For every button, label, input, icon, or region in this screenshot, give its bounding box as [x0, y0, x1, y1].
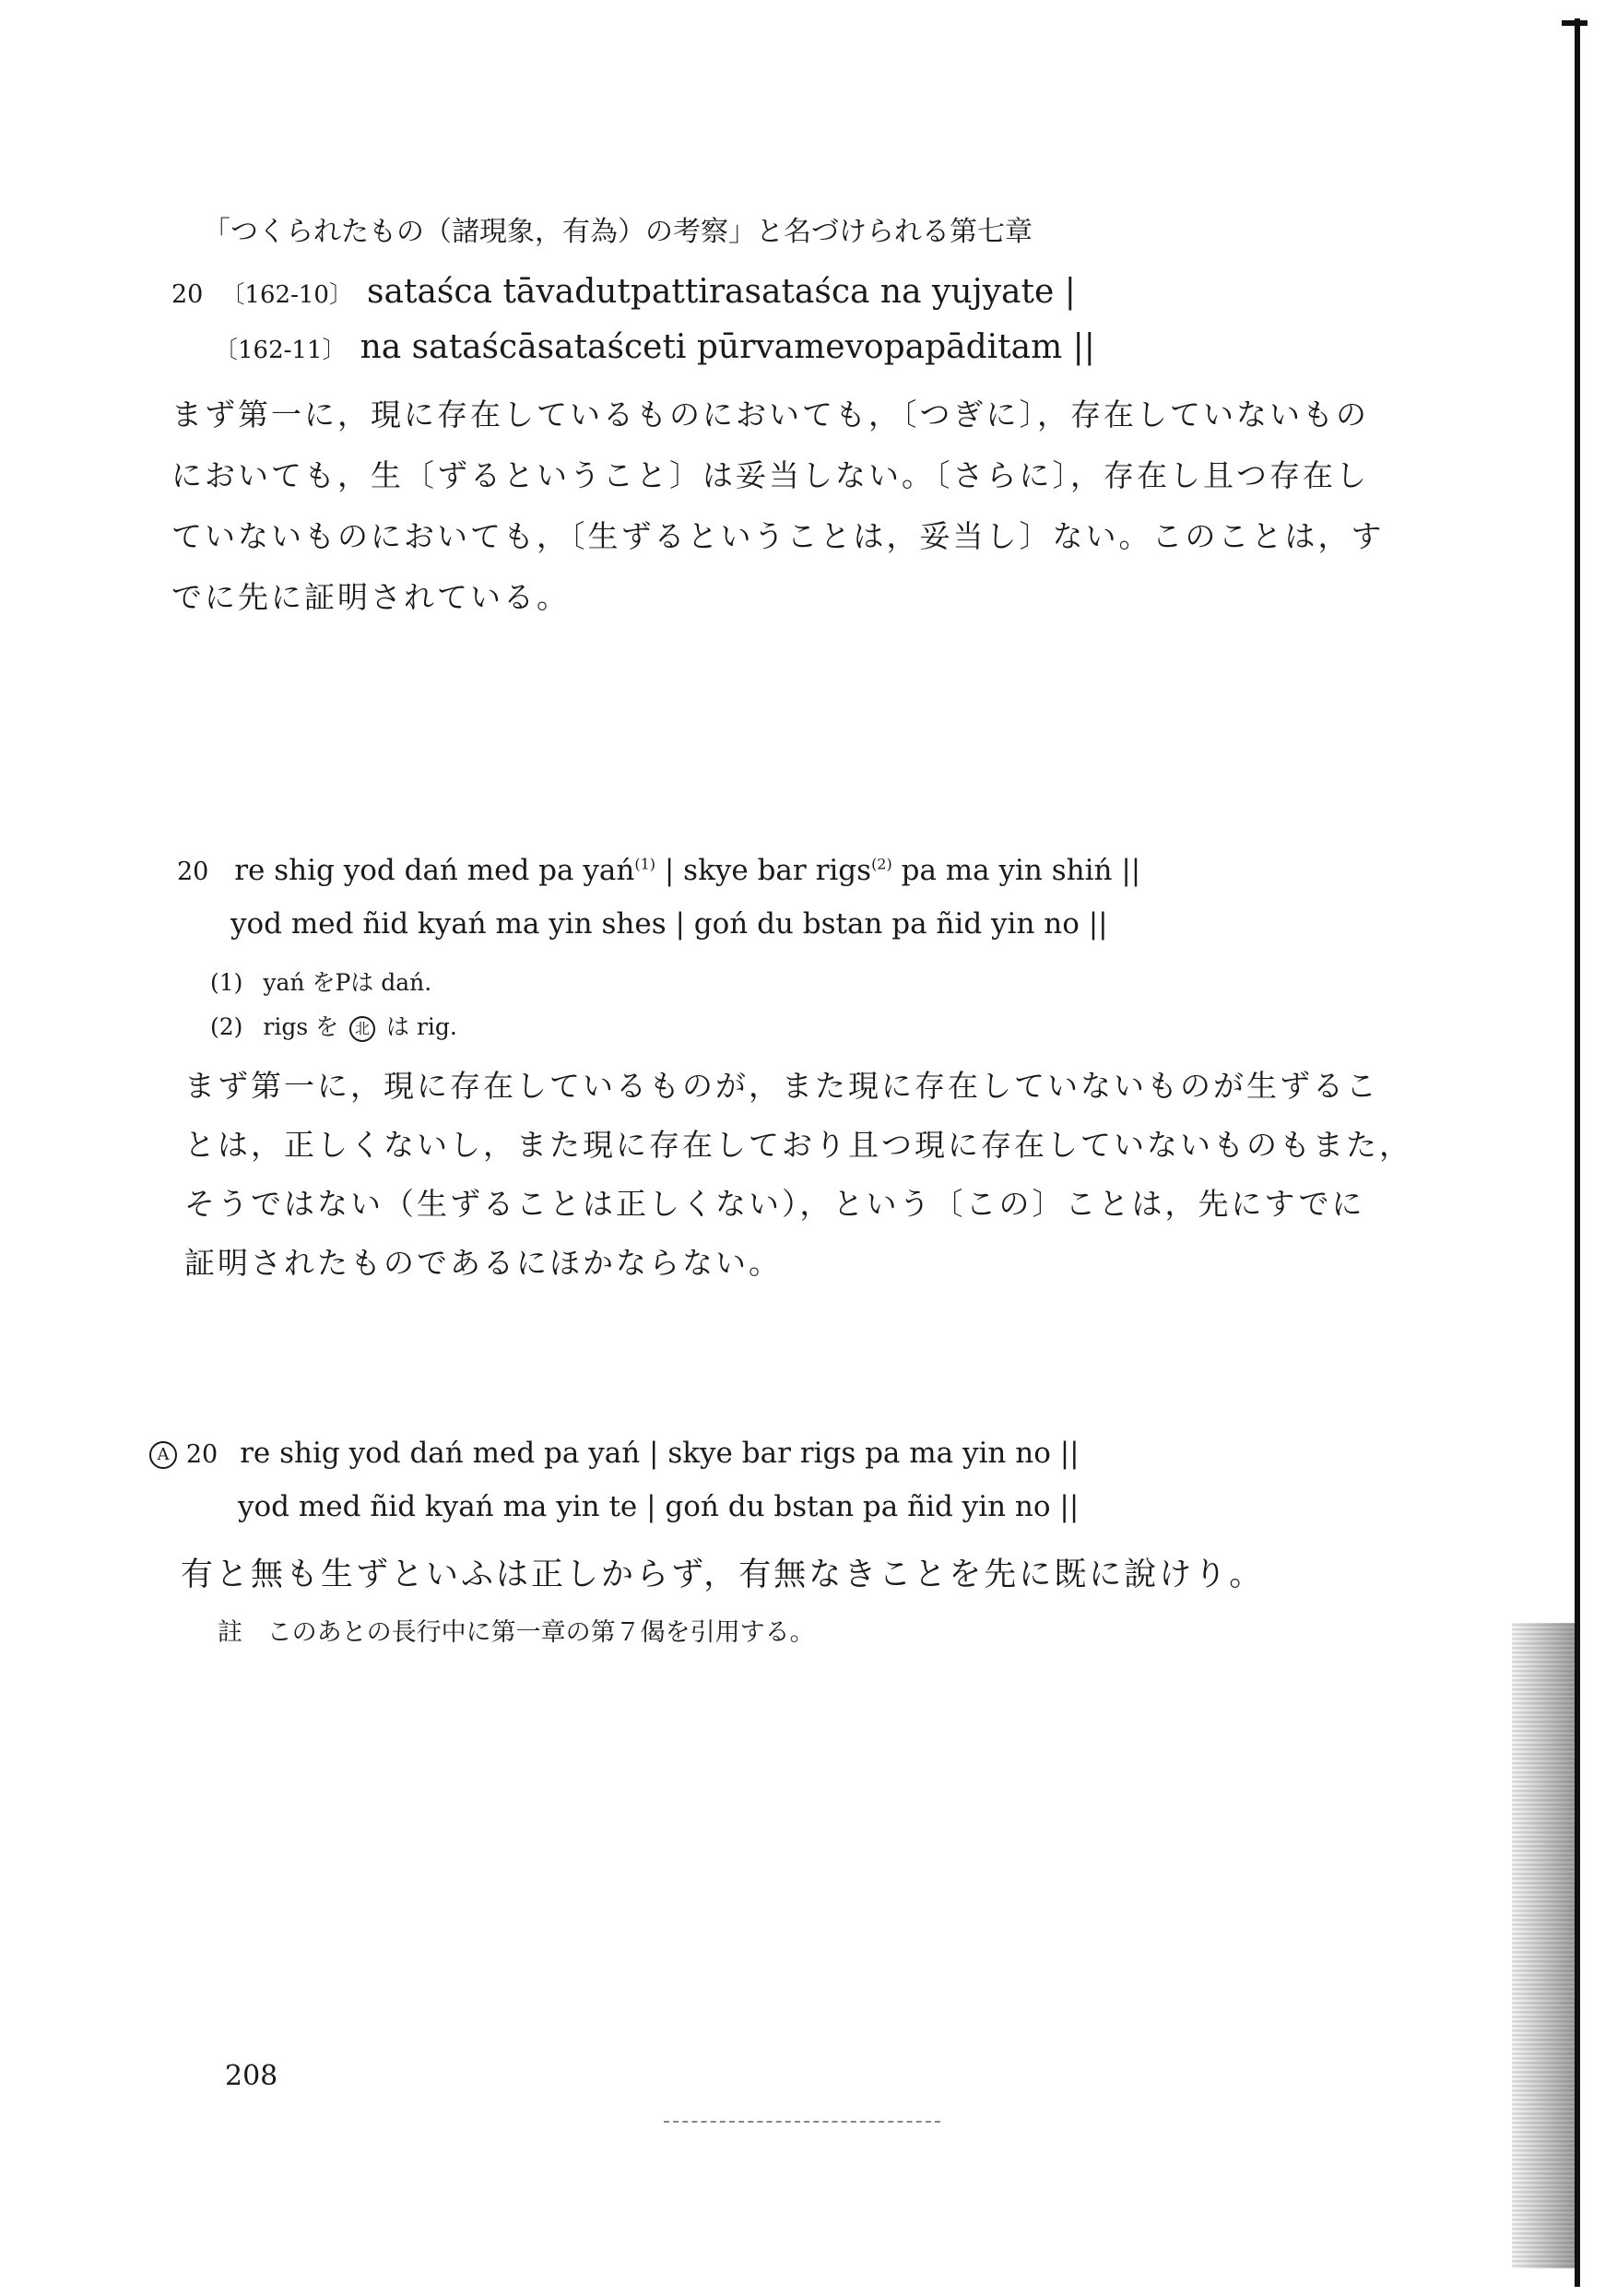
variant-verse-number: 20 — [185, 1440, 218, 1469]
sanskrit-line-2 — [214, 328, 1095, 366]
tibetan-line-2: yod med ñid kyań ma yin shes | goń du bstan pa ñid yin no || — [230, 907, 1108, 941]
footnote-mark-2: (2) — [871, 855, 892, 873]
verse-number: 20 — [171, 280, 204, 309]
translation-1-line-1: まず第一に，現に存在しているものにおいても，〔つぎに〕，存在していないもの — [171, 396, 1369, 432]
translation-3: 有と無も生ずといふは正しからず，有無なきことを先に既に說けり。 — [181, 1556, 1265, 1593]
footnote-text: このあとの長行中に第一章の第７偈を引用する。 — [266, 1618, 815, 1647]
note-text: rigs を — [263, 1013, 339, 1040]
translation-1-line-2: においても，生〔ずるということ〕は妥当しない。〔さらに〕，存在し且つ存在し — [171, 457, 1369, 493]
tibetan-note-2 — [210, 1009, 457, 1042]
note-text: yań をPは dań. — [263, 969, 432, 996]
variant-text-1: re shig yod dań med pa yań | skye bar rigs pa ma yin no || — [240, 1437, 1080, 1470]
variant-mark: A — [149, 1441, 177, 1469]
tibetan-line-1 — [177, 854, 1140, 887]
binding-edge-cap — [1562, 20, 1587, 26]
translation-1-line-3: ていないものにおいても，〔生ずるということは，妥当し〕ない。このことは，す — [171, 518, 1385, 554]
translation-2-line-3: そうではない（生ずることは正しくない），という〔この〕ことは，先にすでに — [184, 1186, 1365, 1222]
tibetan-text-1b: | skye bar rigs — [664, 854, 872, 887]
variant-line-1 — [149, 1437, 1080, 1470]
page-number: 208 — [225, 2060, 278, 2092]
sanskrit-text-1: sataśca tāvadutpattirasataśca na yujyate | — [367, 273, 1076, 311]
sanskrit-text-2: na sataścāsataśceti pūrvamevopapāditam || — [360, 328, 1095, 366]
sanskrit-ref-1: 〔162-10〕 — [220, 281, 353, 309]
translation-2-line-4: 証明されたものであるにほかならない。 — [184, 1245, 782, 1281]
tibetan-verse-number: 20 — [177, 858, 209, 886]
chapter-heading: 「つくられたもの（諸現象，有為）の考察」と名づけられる第七章 — [203, 216, 1033, 248]
footnote-mark-1: (1) — [634, 855, 655, 873]
translation-2-line-2: とは，正しくないし，また現に存在しており且つ現に存在していないものもまた， — [184, 1127, 1412, 1163]
translation-1-line-4: でに先に証明されている。 — [171, 579, 570, 615]
tibetan-text-1c: pa ma yin shiń || — [901, 854, 1141, 887]
tibetan-text-1a: re shig yod dań med pa yań — [234, 854, 635, 887]
circled-edition-mark: 北 — [349, 1016, 375, 1042]
scan-shadow — [1512, 1623, 1576, 2268]
sanskrit-line-1 — [171, 273, 1076, 311]
footnote-label: 註 — [218, 1618, 242, 1647]
variant-line-2: yod med ñid kyań ma yin te | goń du bstan pa ñid yin no || — [238, 1490, 1080, 1523]
scan-mark — [664, 2121, 940, 2123]
note-text-end: は rig. — [386, 1013, 457, 1040]
sanskrit-ref-2: 〔162-11〕 — [214, 337, 347, 364]
note-number: (2) — [210, 1013, 243, 1040]
note-number: (1) — [210, 969, 243, 996]
footnote — [218, 1612, 815, 1648]
translation-2-line-1: まず第一に，現に存在しているものが，また現に存在していないものが生ずるこ — [184, 1068, 1379, 1104]
tibetan-note-1 — [210, 965, 431, 998]
